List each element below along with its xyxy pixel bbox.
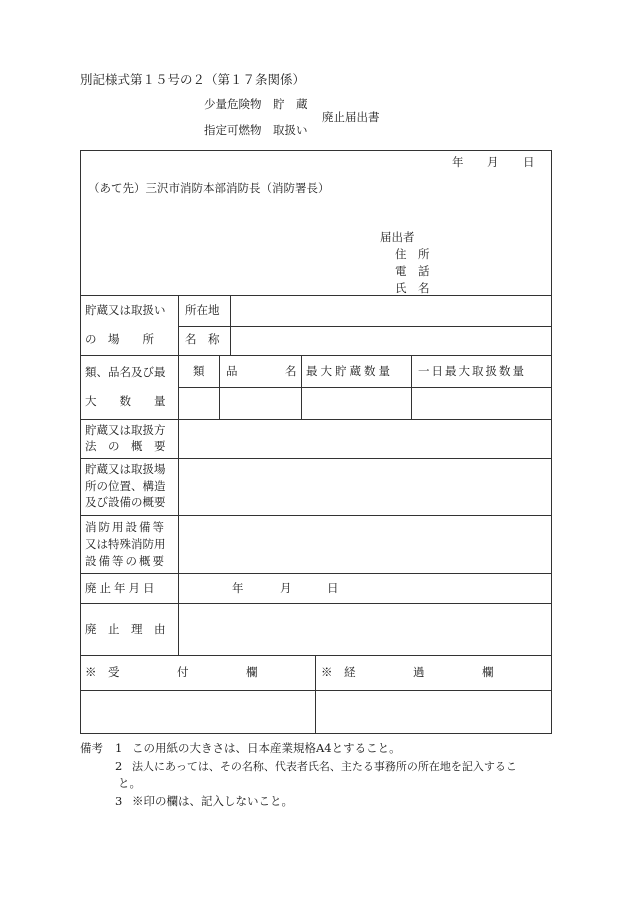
note-1-text: この用紙の大きさは、日本産業規格A4とすること。 [132,741,401,755]
addressee: （あて先）三沢市消防本部消防長（消防署長） [88,181,330,195]
category-label-line1: 類、品名及び最 [85,365,166,379]
column-max-storage: 最大貯蔵数量 [306,364,393,378]
date-day: 日 [523,155,535,169]
note-2-text-line1: 法人にあっては、その名称、代表者氏名、主たる事務所の所在地を記入するこ [132,760,517,773]
firefighting-label-line2: 又は特殊消防用 [85,537,166,551]
date-month: 月 [487,155,499,169]
notifier-name-label: 氏 名 [395,281,430,295]
category-label-line2: 大 数 量 [85,394,166,408]
notifier-label: 届出者 [380,230,415,244]
column-daily-max: 一日最大取扱数量 [418,364,526,378]
progress-column-label: ※ 経 過 欄 [321,665,494,679]
column-item-2: 名 [285,364,297,378]
place-label-line2: の 場 所 [85,332,154,346]
abolish-reason-label: 廃 止 理 由 [85,622,166,636]
abolish-date-label: 廃止年月日 [85,581,158,595]
note-2-number: 2 [115,759,123,773]
notifier-address-label: 住 所 [395,247,430,261]
method-label-line1: 貯蔵又は取扱方 [85,423,166,437]
abolish-month: 月 [280,581,292,595]
place-name-label: 名 称 [185,332,220,346]
note-2-text-line2: と。 [118,776,141,790]
date-year: 年 [452,155,464,169]
receipt-column-label: ※ 受 付 欄 [85,665,258,679]
firefighting-label-line3: 設備等の概要 [85,554,166,568]
place-label-line1: 貯蔵又は取扱い [85,303,166,317]
method-label-line2: 法 の 概 要 [85,439,166,453]
facility-label-line2: 所の位置、構造 [85,479,166,493]
note-1-number: 1 [115,741,123,755]
kind-storage: 少量危険物 貯 蔵 [204,97,308,111]
abolish-year: 年 [232,581,244,595]
notifier-phone-label: 電 話 [395,264,430,278]
notes-heading: 備考 [80,741,103,755]
facility-label-line1: 貯蔵又は取扱場 [85,462,166,476]
column-item-1: 品 [226,364,238,378]
note-3-text: ※印の欄は、記入しないこと。 [132,794,293,808]
facility-label-line3: 及び設備の概要 [85,495,166,509]
form-number: 別記様式第１５号の２（第１７条関係） [80,72,306,87]
note-3-number: 3 [115,794,123,808]
document-title: 廃止届出書 [322,110,380,124]
kind-handling: 指定可燃物 取扱い [204,123,308,137]
column-class: 類 [193,364,205,378]
abolish-day: 日 [327,581,339,595]
location-label: 所在地 [185,303,220,317]
firefighting-label-line1: 消防用設備等 [85,520,166,534]
